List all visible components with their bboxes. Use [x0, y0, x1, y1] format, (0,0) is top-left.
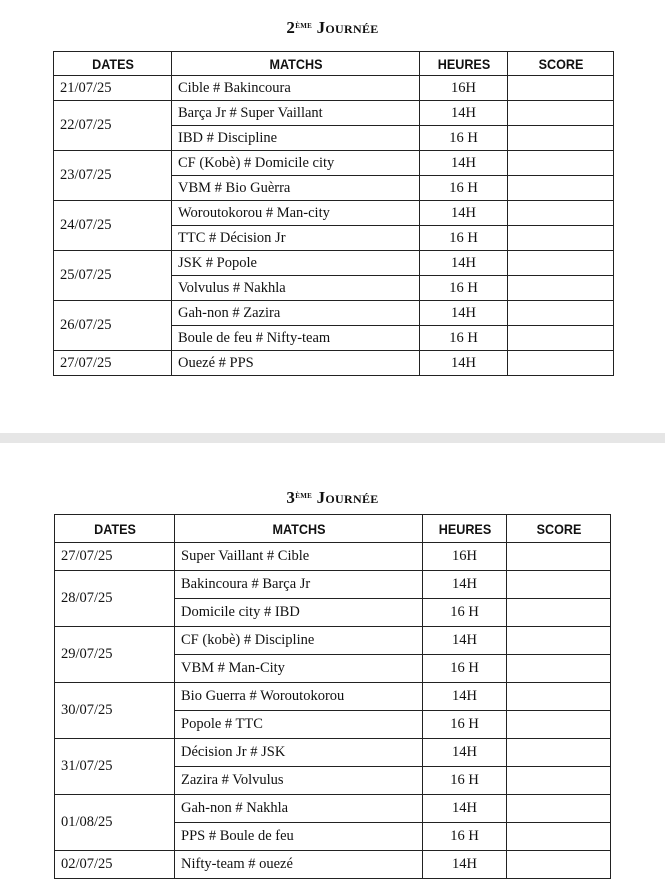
header-heures: HEURES: [427, 515, 503, 543]
match-cell: TTC # Décision Jr: [172, 226, 420, 251]
date-cell: 21/07/25: [54, 76, 172, 101]
score-cell: [507, 599, 611, 627]
match-cell: JSK # Popole: [172, 251, 420, 276]
header-dates: DATES: [61, 515, 169, 543]
schedule-table-day-3: [54, 514, 611, 879]
match-cell: CF (Kobè) # Domicile city: [172, 151, 420, 176]
score-cell: [507, 767, 611, 795]
date-cell: 02/07/25: [55, 851, 175, 879]
hour-cell: 14H: [420, 351, 508, 376]
page-divider: [0, 433, 665, 443]
match-cell: IBD # Discipline: [172, 126, 420, 151]
table-row: [55, 795, 611, 823]
score-cell: [507, 739, 611, 767]
hour-cell: 14H: [423, 851, 507, 879]
header-matchs: MATCHS: [184, 52, 407, 76]
hour-cell: 14H: [423, 683, 507, 711]
hour-cell: 14H: [420, 151, 508, 176]
score-cell: [508, 201, 614, 226]
date-cell: 30/07/25: [55, 683, 175, 739]
table-row: [54, 201, 614, 226]
hour-cell: 16 H: [423, 823, 507, 851]
table-row: [55, 571, 611, 599]
score-cell: [507, 711, 611, 739]
date-cell: 01/08/25: [55, 795, 175, 851]
match-cell: Gah-non # Zazira: [172, 301, 420, 326]
date-cell: 23/07/25: [54, 151, 172, 201]
hour-cell: 14H: [423, 795, 507, 823]
match-cell: Boule de feu # Nifty-team: [172, 326, 420, 351]
match-cell: Bakincoura # Barça Jr: [175, 571, 423, 599]
match-cell: Popole # TTC: [175, 711, 423, 739]
date-cell: 27/07/25: [54, 351, 172, 376]
match-cell: Zazira # Volvulus: [175, 767, 423, 795]
score-cell: [508, 301, 614, 326]
score-cell: [508, 351, 614, 376]
header-score: SCORE: [512, 515, 606, 543]
hour-cell: 16 H: [420, 276, 508, 301]
score-cell: [507, 655, 611, 683]
table-header-row: [55, 515, 611, 543]
score-cell: [508, 101, 614, 126]
match-cell: Woroutokorou # Man-city: [172, 201, 420, 226]
header-matchs: MATCHS: [187, 515, 410, 543]
table-title-day-3: 3ème Journée: [286, 488, 379, 507]
match-cell: Ouezé # PPS: [172, 351, 420, 376]
table-row: [55, 683, 611, 711]
hour-cell: 16 H: [423, 767, 507, 795]
table-row: [55, 851, 611, 879]
table-row: [54, 301, 614, 326]
score-cell: [508, 226, 614, 251]
header-heures: HEURES: [424, 52, 503, 76]
hour-cell: 14H: [423, 571, 507, 599]
header-dates: DATES: [59, 52, 165, 76]
score-cell: [508, 326, 614, 351]
match-cell: Gah-non # Nakhla: [175, 795, 423, 823]
score-cell: [508, 126, 614, 151]
date-cell: 28/07/25: [55, 571, 175, 627]
match-cell: PPS # Boule de feu: [175, 823, 423, 851]
score-cell: [508, 151, 614, 176]
hour-cell: 14H: [420, 101, 508, 126]
match-cell: Décision Jr # JSK: [175, 739, 423, 767]
hour-cell: 14H: [420, 251, 508, 276]
score-cell: [507, 823, 611, 851]
match-cell: Nifty-team # ouezé: [175, 851, 423, 879]
match-cell: VBM # Man-City: [175, 655, 423, 683]
hour-cell: 14H: [420, 201, 508, 226]
score-cell: [507, 627, 611, 655]
table-row: [55, 543, 611, 571]
match-cell: CF (kobè) # Discipline: [175, 627, 423, 655]
hour-cell: 16H: [420, 76, 508, 101]
hour-cell: 16 H: [423, 711, 507, 739]
match-cell: Volvulus # Nakhla: [172, 276, 420, 301]
match-cell: VBM # Bio Guèrra: [172, 176, 420, 201]
match-cell: Bio Guerra # Woroutokorou: [175, 683, 423, 711]
table-body: [55, 543, 611, 879]
date-cell: 31/07/25: [55, 739, 175, 795]
match-cell: Super Vaillant # Cible: [175, 543, 423, 571]
table-row: [54, 151, 614, 176]
date-cell: 27/07/25: [55, 543, 175, 571]
hour-cell: 16 H: [420, 176, 508, 201]
table-row: [54, 76, 614, 101]
table-row: [54, 251, 614, 276]
score-cell: [507, 571, 611, 599]
match-cell: Domicile city # IBD: [175, 599, 423, 627]
hour-cell: 14H: [423, 739, 507, 767]
header-score: SCORE: [513, 52, 608, 76]
hour-cell: 16 H: [423, 599, 507, 627]
table-body: [54, 76, 614, 376]
date-cell: 24/07/25: [54, 201, 172, 251]
hour-cell: 16 H: [423, 655, 507, 683]
score-cell: [507, 795, 611, 823]
date-cell: 26/07/25: [54, 301, 172, 351]
match-cell: Barça Jr # Super Vaillant: [172, 101, 420, 126]
hour-cell: 16H: [423, 543, 507, 571]
score-cell: [507, 543, 611, 571]
hour-cell: 16 H: [420, 226, 508, 251]
hour-cell: 16 H: [420, 126, 508, 151]
date-cell: 29/07/25: [55, 627, 175, 683]
score-cell: [508, 276, 614, 301]
schedule-page-day-2: [0, 0, 665, 433]
table-row: [54, 351, 614, 376]
schedule-page-day-3: [0, 443, 665, 892]
hour-cell: 14H: [420, 301, 508, 326]
match-cell: Cible # Bakincoura: [172, 76, 420, 101]
date-cell: 22/07/25: [54, 101, 172, 151]
hour-cell: 16 H: [420, 326, 508, 351]
table-header-row: [54, 52, 614, 76]
table-row: [54, 101, 614, 126]
schedule-table-day-2: [53, 51, 614, 376]
table-title-day-2: 2ème Journée: [286, 18, 379, 37]
score-cell: [507, 683, 611, 711]
hour-cell: 14H: [423, 627, 507, 655]
score-cell: [508, 251, 614, 276]
table-row: [55, 739, 611, 767]
score-cell: [507, 851, 611, 879]
score-cell: [508, 176, 614, 201]
score-cell: [508, 76, 614, 101]
date-cell: 25/07/25: [54, 251, 172, 301]
table-row: [55, 627, 611, 655]
